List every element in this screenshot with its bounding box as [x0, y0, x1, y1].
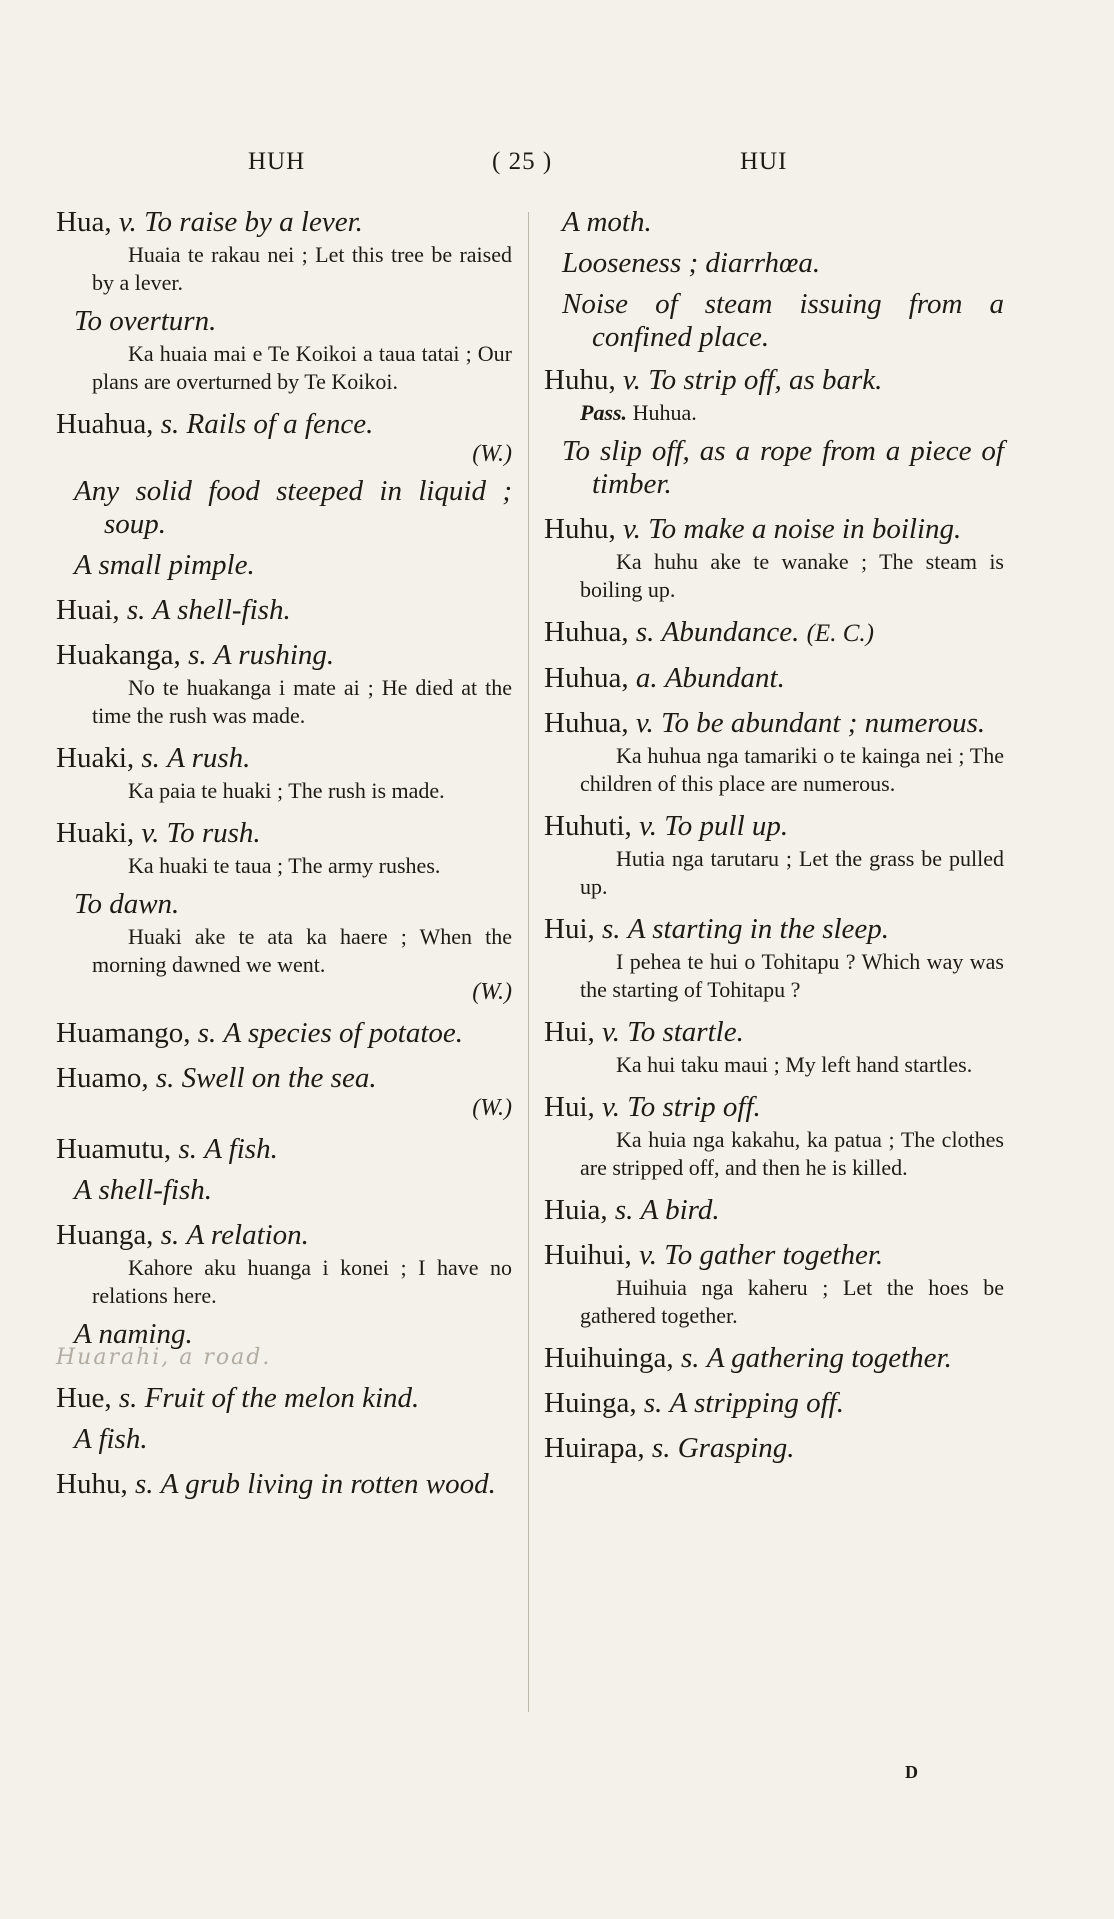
part-of-speech: v. [141, 817, 160, 849]
part-of-speech: s. [197, 1017, 217, 1049]
example: Ka hui taku maui ; My left hand startles. [616, 1052, 973, 1077]
definition: A shell-fish. [152, 594, 291, 626]
definition: Swell on the sea. [181, 1062, 377, 1094]
part-of-speech: a. [635, 662, 658, 694]
entry-huihui [544, 1239, 1004, 1330]
entry-hui-v-strip [544, 1091, 1004, 1182]
definition: To gather together. [664, 1239, 884, 1271]
headword: Huhua, [544, 662, 629, 694]
part-of-speech: v. [602, 1091, 620, 1123]
part-of-speech: v. [635, 707, 654, 739]
definition: A grub living in rotten wood. [160, 1468, 496, 1500]
definition: A relation. [186, 1219, 309, 1251]
headword: Huamo, [56, 1062, 149, 1094]
entry-huinga [544, 1387, 1004, 1420]
part-of-speech: v. [639, 1239, 658, 1271]
headword: Hue, [56, 1382, 112, 1414]
part-of-speech: v. [622, 364, 641, 396]
example: No te huakanga i mate ai ; He died at the time the rush was made. [92, 675, 512, 728]
entry-huamutu [56, 1133, 512, 1207]
definition: Abundant. [664, 662, 785, 694]
headword: Huihuinga, [544, 1342, 674, 1374]
definition: To be abundant ; numerous. [661, 707, 986, 739]
headword: Huhua, [544, 616, 629, 648]
entry-huanga [56, 1219, 512, 1370]
part-of-speech: s. [160, 408, 180, 440]
entry-hue [56, 1382, 512, 1456]
example: Huihuia nga kaheru ; Let the hoes be gathered together. [580, 1275, 1004, 1328]
sense-continued: Looseness ; diarrhœa. [562, 247, 821, 279]
definition: To startle. [627, 1016, 744, 1048]
signature-mark: D [905, 1762, 918, 1782]
entry-huaki-s [56, 742, 512, 805]
definition: Fruit of the melon kind. [144, 1382, 420, 1414]
sense: A small pimple. [74, 549, 255, 581]
headword: Hui, [544, 913, 595, 945]
source-tag: (W.) [472, 1095, 512, 1121]
sense: To slip off, as a rope from a piece of timber. [562, 435, 1004, 500]
headword: Huamutu, [56, 1133, 172, 1165]
headword: Huhu, [544, 513, 616, 545]
headword: Huahua, [56, 408, 154, 440]
definition: To pull up. [664, 810, 789, 842]
sense: To overturn. [74, 305, 217, 337]
part-of-speech: s. [134, 1468, 154, 1500]
headword: Huinga, [544, 1387, 637, 1419]
entry-huirapa [544, 1432, 1004, 1465]
headword: Hui, [544, 1016, 595, 1048]
part-of-speech: s. [651, 1432, 671, 1464]
part-of-speech: s. [160, 1219, 180, 1251]
headword: Huhu, [544, 364, 616, 396]
part-of-speech: v. [622, 513, 641, 545]
example: Huaia te rakau nei ; Let this tree be raised by a lever. [92, 242, 512, 295]
part-of-speech: s. [680, 1342, 700, 1374]
headword: Huhu, [56, 1468, 128, 1500]
headword: Huaki, [56, 742, 135, 774]
right-column [544, 206, 1004, 1477]
header-right-guideword: HUI [740, 148, 788, 175]
entry-huhua-v [544, 707, 1004, 798]
sense: A naming. [74, 1318, 193, 1350]
entry-huia [544, 1194, 1004, 1227]
example: Ka huaia mai e Te Koikoi a taua tatai ; Our plans are overturned by Te Koikoi. [92, 341, 512, 394]
headword: Huaki, [56, 817, 135, 849]
part-of-speech: v. [639, 810, 658, 842]
definition: A fish. [204, 1133, 278, 1165]
entry-huhua-a [544, 662, 1004, 695]
example: Ka huhu ake te wanake ; The steam is boiling up. [580, 549, 1004, 602]
definition: To raise by a lever. [144, 206, 363, 238]
sense: To dawn. [74, 888, 180, 920]
example: Ka huia nga kakahu, ka patua ; The clothes are stripped off, and then he is killed. [580, 1127, 1004, 1180]
part-of-speech: v. [118, 206, 137, 238]
part-of-speech: s. [188, 639, 207, 671]
source-tag: (W.) [472, 979, 512, 1005]
sense-continued: Noise of steam issuing from a confined place. [562, 288, 1004, 353]
passive-form: Huhua. [632, 400, 697, 425]
definition: Grasping. [677, 1432, 795, 1464]
headword: Huihui, [544, 1239, 632, 1271]
definition: To strip off, as bark. [648, 364, 883, 396]
part-of-speech: s. [643, 1387, 663, 1419]
definition: A gathering together. [706, 1342, 952, 1374]
handwritten-annotation: Huarahi, a road. [56, 1345, 272, 1370]
entry-hua-v [56, 206, 512, 396]
entry-huahua [56, 408, 512, 582]
headword: Huirapa, [544, 1432, 645, 1464]
example: Kahore aku huanga i konei ; I have no relations here. [92, 1255, 512, 1308]
part-of-speech: s. [155, 1062, 175, 1094]
headword: Huakanga, [56, 639, 181, 671]
entry-huaki-v [56, 817, 512, 1005]
column-divider [528, 212, 529, 1712]
entry-huhu-v-strip [544, 364, 1004, 501]
entry-huhuti [544, 810, 1004, 901]
sense-continued: A moth. [562, 206, 652, 238]
left-column [56, 206, 512, 1513]
example: I pehea te hui o Tohitapu ? Which way was the starting of Tohitapu ? [580, 949, 1004, 1002]
entry-hui-s [544, 913, 1004, 1004]
part-of-speech: s. [635, 616, 655, 648]
entry-huai [56, 594, 512, 627]
entry-huihuinga [544, 1342, 1004, 1375]
entry-huhua-s [544, 616, 1004, 650]
part-of-speech: s. [602, 913, 621, 945]
example: Ka paia te huaki ; The rush is made. [128, 778, 445, 803]
headword: Hui, [544, 1091, 595, 1123]
definition: A bird. [640, 1194, 720, 1226]
running-header [0, 148, 1114, 182]
source-tag: (W.) [472, 441, 512, 467]
definition: Abundance. [661, 616, 800, 648]
sense: A shell-fish. [74, 1174, 213, 1206]
headword: Hua, [56, 206, 112, 238]
headword: Huanga, [56, 1219, 154, 1251]
definition: To rush. [166, 817, 261, 849]
example: Ka huhua nga tamariki o te kainga nei ; The children of this place are numerous. [580, 743, 1004, 796]
entry-huamo [56, 1062, 512, 1121]
definition: A starting in the sleep. [627, 913, 890, 945]
example: Hutia nga tarutaru ; Let the grass be pulled up. [580, 846, 1004, 899]
definition: A species of potatoe. [223, 1017, 464, 1049]
example: Huaki ake te ata ka haere ; When the morning dawned we went. [92, 924, 512, 977]
headword: Huai, [56, 594, 120, 626]
entry-huhu-v-noise [544, 513, 1004, 604]
definition: To strip off. [627, 1091, 761, 1123]
part-of-speech: s. [118, 1382, 138, 1414]
sense: A fish. [74, 1423, 148, 1455]
part-of-speech: v. [602, 1016, 620, 1048]
definition: A rush. [167, 742, 251, 774]
headword: Huhua, [544, 707, 629, 739]
source-tag: (E. C.) [806, 620, 874, 647]
part-of-speech: s. [614, 1194, 634, 1226]
headword: Huia, [544, 1194, 608, 1226]
passive-label: Pass. [580, 400, 628, 425]
headword: Huhuti, [544, 810, 632, 842]
headword: Huamango, [56, 1017, 191, 1049]
part-of-speech: s. [178, 1133, 197, 1165]
part-of-speech: s. [126, 594, 146, 626]
header-left-guideword: HUH [248, 148, 306, 175]
entry-huhu-s [56, 1468, 512, 1501]
entry-huamango [56, 1017, 512, 1050]
example: Ka huaki te taua ; The army rushes. [128, 853, 441, 878]
definition: A rushing. [213, 639, 335, 671]
definition: To make a noise in boiling. [648, 513, 962, 545]
entry-huakanga [56, 639, 512, 730]
page-number: ( 25 ) [492, 148, 553, 175]
part-of-speech: s. [141, 742, 160, 774]
definition: A stripping off. [669, 1387, 844, 1419]
entry-hui-v-startle [544, 1016, 1004, 1079]
definition: Rails of a fence. [186, 408, 374, 440]
sense: Any solid food steeped in liquid ; soup. [74, 475, 512, 540]
